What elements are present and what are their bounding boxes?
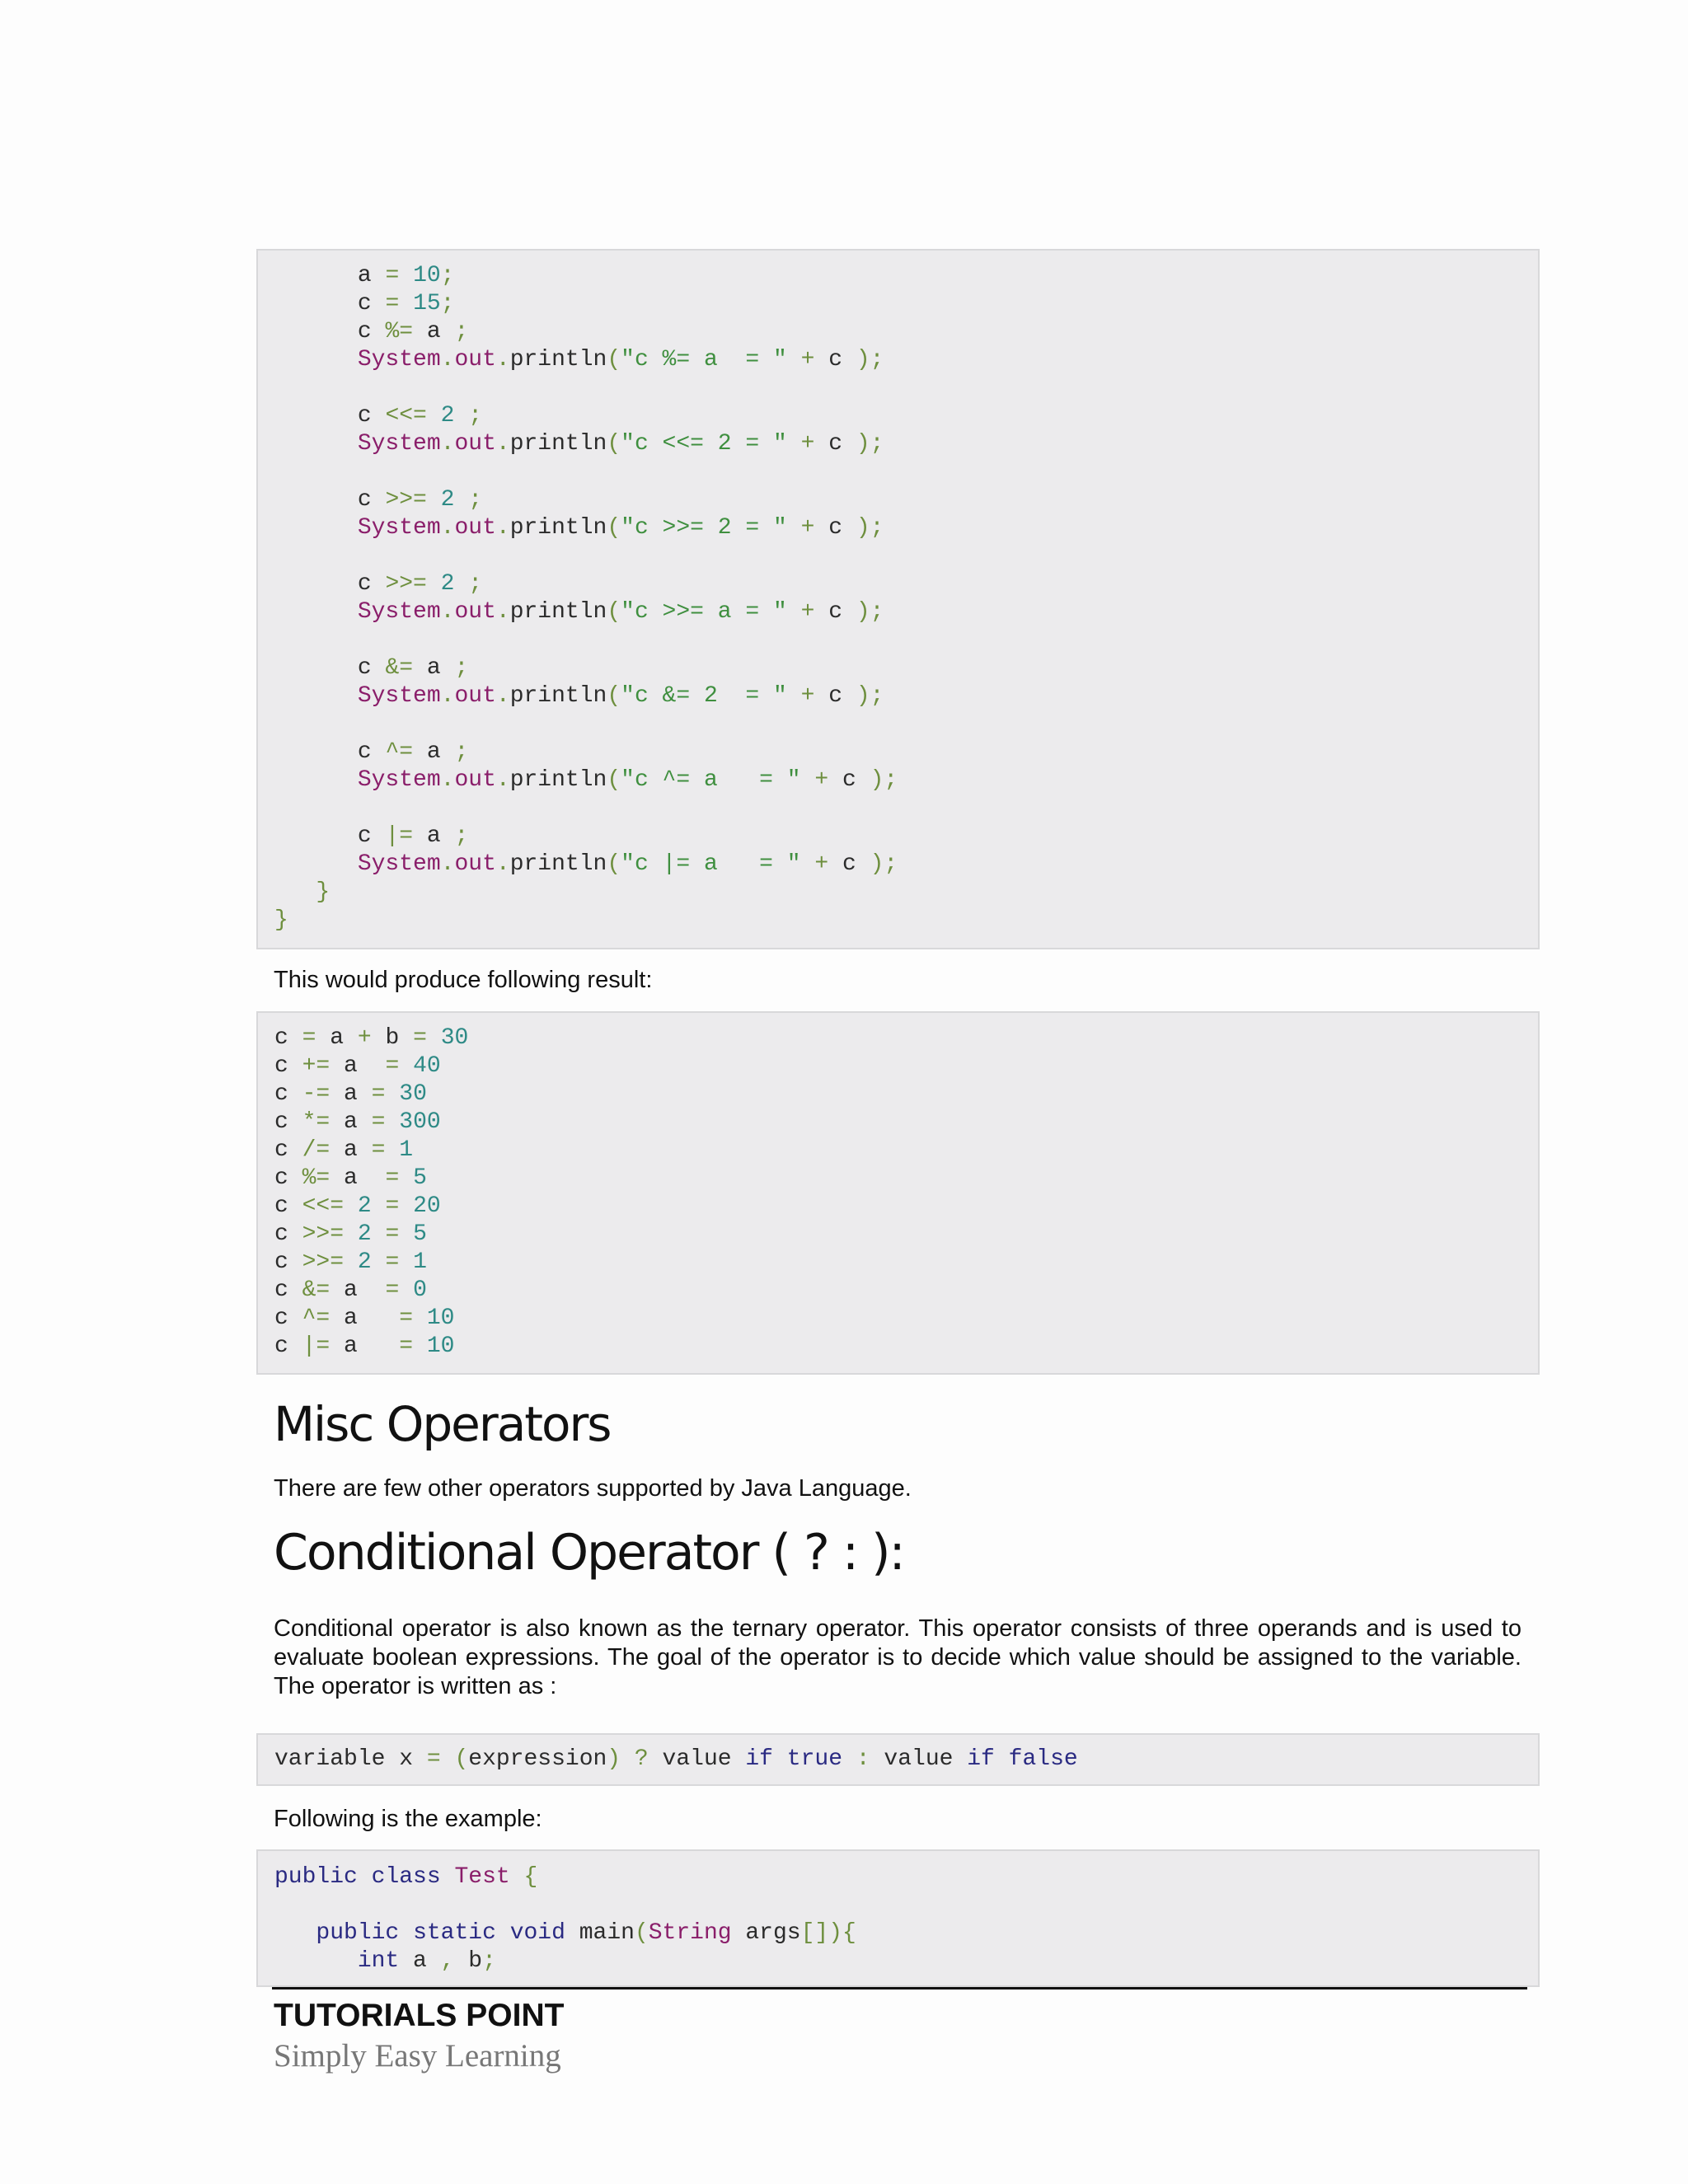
code-line [274, 346, 1538, 374]
code-token: c [357, 655, 372, 681]
code-token: ( [634, 1920, 649, 1946]
code-token: + [786, 515, 829, 541]
code-token: >>= [371, 487, 441, 513]
code-line [274, 654, 1538, 682]
code-token: >>= [288, 1249, 358, 1275]
code-token: out [454, 431, 496, 457]
code-token: = [357, 1333, 427, 1359]
code-token: a [426, 739, 441, 765]
code-token: b [385, 1025, 400, 1051]
code-token: ; [440, 655, 469, 681]
code-token: out [454, 767, 496, 793]
code-token: + [786, 683, 829, 709]
code-token: c [828, 431, 843, 457]
code-token: <<= [371, 403, 441, 429]
code-token: variable x [274, 1746, 414, 1772]
code-token: + [800, 851, 842, 877]
code-line [274, 1108, 1538, 1137]
code-token: System [357, 347, 441, 373]
code-token: 10 [426, 1333, 455, 1359]
code-line [274, 262, 1538, 290]
code-token: a [330, 1025, 345, 1051]
code-token [274, 263, 358, 288]
footer-tagline: Simply Easy Learning [274, 2038, 561, 2074]
code-token: a [399, 1948, 441, 1974]
code-token: c [274, 1277, 288, 1303]
code-token: "c |= a = " [621, 851, 801, 877]
code-token [441, 1864, 455, 1890]
code-token: System [357, 599, 441, 625]
code-token [274, 515, 358, 541]
misc-operators-text: There are few other operators supported by Java Language. [274, 1475, 912, 1502]
code-token: a [344, 1305, 358, 1331]
code-token: c [274, 1137, 288, 1163]
code-token: 2 [440, 571, 455, 597]
code-token: expression [468, 1746, 607, 1772]
code-token: c [274, 1249, 288, 1275]
code-token: c [274, 1193, 288, 1219]
code-token: ( [607, 431, 621, 457]
code-token: public [316, 1920, 400, 1946]
code-token: . [495, 347, 510, 373]
code-token [274, 767, 358, 793]
code-token: ( [607, 347, 621, 373]
code-line [274, 402, 1538, 430]
code-token: c [357, 823, 372, 849]
code-line [274, 626, 1538, 654]
code-token: . [440, 347, 455, 373]
code-line [274, 907, 1538, 935]
code-token [274, 1920, 316, 1946]
code-token: = [371, 291, 414, 316]
code-token [274, 739, 358, 765]
code-token [274, 431, 358, 457]
code-token [274, 851, 358, 877]
code-token: = [357, 1305, 427, 1331]
footer-brand: TUTORIALS POINT [274, 1998, 565, 2033]
code-token: 2 [357, 1249, 372, 1275]
code-line [274, 738, 1538, 766]
code-token: = [371, 1193, 414, 1219]
code-token: c [274, 1025, 288, 1051]
code-token: a [426, 319, 441, 344]
code-token: ^= [288, 1305, 345, 1331]
code-line [274, 1305, 1538, 1333]
code-token: = [357, 1137, 400, 1163]
code-token: 30 [440, 1025, 469, 1051]
code-token: ; [482, 1948, 496, 1974]
code-token: false [1008, 1746, 1078, 1772]
code-token: main [565, 1920, 635, 1946]
code-token: 30 [399, 1081, 427, 1107]
code-token: ); [842, 683, 884, 709]
code-token: 5 [413, 1221, 427, 1247]
code-token: . [495, 851, 510, 877]
code-token: + [786, 431, 829, 457]
code-token: out [454, 683, 496, 709]
code-token: *= [288, 1109, 345, 1135]
example-code-block [256, 1849, 1540, 1987]
code-token [274, 571, 358, 597]
code-token: c [274, 1221, 288, 1247]
code-token: "c <<= 2 = " [621, 431, 787, 457]
code-token: = [288, 1025, 331, 1051]
code-line [274, 486, 1538, 514]
code-token: System [357, 431, 441, 457]
code-token: a [344, 1053, 358, 1079]
code-token: 2 [440, 487, 455, 513]
code-token: -= [288, 1081, 345, 1107]
code-line [274, 1080, 1538, 1108]
code-token: = [371, 1249, 414, 1275]
code-token: c [274, 1109, 288, 1135]
code-token: . [495, 683, 510, 709]
code-token: void [509, 1920, 565, 1946]
code-token: 15 [413, 291, 441, 316]
code-line [274, 318, 1538, 346]
code-token: c [828, 599, 843, 625]
code-token: c [828, 515, 843, 541]
code-block-1 [256, 249, 1540, 949]
code-token: 2 [357, 1193, 372, 1219]
code-token [274, 655, 358, 681]
code-token: c [274, 1053, 288, 1079]
code-token: |= [288, 1333, 345, 1359]
code-token: { [509, 1864, 538, 1890]
code-token: c [828, 347, 843, 373]
code-token: c [357, 291, 372, 316]
code-token: a [344, 1137, 358, 1163]
code-token: a [357, 263, 372, 288]
code-token: "c >>= a = " [621, 599, 787, 625]
code-token: 2 [440, 403, 455, 429]
code-token: ; [440, 291, 455, 316]
code-token: println [509, 683, 607, 709]
code-token: c [357, 403, 372, 429]
code-token: System [357, 515, 441, 541]
code-line [274, 766, 1538, 794]
code-token: a [426, 655, 441, 681]
code-token: + [800, 767, 842, 793]
code-token: = [357, 1109, 400, 1135]
code-token: c [828, 683, 843, 709]
code-token [274, 403, 358, 429]
code-line [274, 1863, 1538, 1891]
code-token: println [509, 515, 607, 541]
code-line [274, 1277, 1538, 1305]
code-line [274, 1165, 1538, 1193]
code-token [274, 487, 358, 513]
code-token: |= [371, 823, 427, 849]
code-line [274, 430, 1538, 458]
code-token [274, 291, 358, 316]
code-token: = [357, 1277, 414, 1303]
code-token: . [440, 599, 455, 625]
code-token: System [357, 767, 441, 793]
code-line [274, 1052, 1538, 1080]
code-token: 2 [357, 1221, 372, 1247]
misc-operators-heading: Misc Operators [274, 1396, 611, 1452]
code-token: = [399, 1025, 441, 1051]
output-block [256, 1011, 1540, 1375]
code-token: . [495, 767, 510, 793]
code-line [274, 514, 1538, 542]
code-token: = [357, 1053, 414, 1079]
code-token: a [344, 1081, 358, 1107]
code-token: + [786, 599, 829, 625]
code-token: "c ^= a = " [621, 767, 801, 793]
code-token: &= [288, 1277, 345, 1303]
code-token: println [509, 767, 607, 793]
code-token: /= [288, 1137, 345, 1163]
code-token: %= [288, 1165, 345, 1191]
code-line [274, 1137, 1538, 1165]
code-line [274, 1221, 1538, 1249]
code-token: out [454, 347, 496, 373]
code-line [274, 458, 1538, 486]
code-token: ); [856, 767, 898, 793]
code-token: a [426, 823, 441, 849]
code-token: c [357, 739, 372, 765]
code-token: ); [842, 515, 884, 541]
code-token: if [745, 1746, 773, 1772]
code-token: "c %= a = " [621, 347, 787, 373]
code-token: value [662, 1746, 746, 1772]
code-token: . [440, 851, 455, 877]
code-token: 1 [399, 1137, 414, 1163]
code-token [496, 1920, 510, 1946]
code-token: : [842, 1746, 884, 1772]
code-token: c [357, 571, 372, 597]
code-line [274, 879, 1538, 907]
code-token: String [648, 1920, 732, 1946]
code-token: += [288, 1053, 345, 1079]
code-line [274, 1249, 1538, 1277]
code-token [274, 823, 358, 849]
code-token: 1 [413, 1249, 427, 1275]
code-token: , [440, 1948, 455, 1974]
code-line [274, 374, 1538, 402]
code-token: . [495, 599, 510, 625]
code-line [274, 1193, 1538, 1221]
code-token [274, 1948, 358, 1974]
code-line [274, 1746, 1538, 1774]
code-token: System [357, 683, 441, 709]
code-line [274, 1024, 1538, 1052]
code-token: ; [454, 571, 483, 597]
code-token: &= [371, 655, 427, 681]
code-token: + [786, 347, 829, 373]
code-token [399, 1920, 413, 1946]
code-token [274, 683, 358, 709]
code-token: ; [454, 487, 483, 513]
code-token: out [454, 851, 496, 877]
code-token: value [884, 1746, 968, 1772]
code-token: c [357, 487, 372, 513]
code-token: ; [440, 319, 469, 344]
code-line [274, 1333, 1538, 1361]
code-token: out [454, 599, 496, 625]
code-token: 0 [413, 1277, 427, 1303]
code-token: println [509, 851, 607, 877]
code-token: ( [607, 515, 621, 541]
code-token: . [440, 767, 455, 793]
code-token: ^= [371, 739, 427, 765]
code-token: . [495, 431, 510, 457]
code-line [274, 1919, 1538, 1947]
code-token: c [274, 1165, 288, 1191]
code-token: = [357, 1081, 400, 1107]
code-token: println [509, 599, 607, 625]
code-line [274, 570, 1538, 598]
code-line [274, 542, 1538, 570]
code-token: ); [856, 851, 898, 877]
code-token: + [344, 1025, 386, 1051]
code-token: a [344, 1165, 358, 1191]
code-token: println [509, 431, 607, 457]
code-token: >>= [288, 1221, 358, 1247]
code-token: ; [440, 739, 469, 765]
code-token: = [357, 1165, 414, 1191]
code-token: 5 [413, 1165, 427, 1191]
code-token: public [274, 1864, 358, 1890]
code-token [995, 1746, 1009, 1772]
code-token: c [274, 1081, 288, 1107]
code-token: 40 [413, 1053, 441, 1079]
code-token: = [371, 1221, 414, 1247]
code-token: ; [440, 263, 455, 288]
code-token: ; [454, 403, 483, 429]
example-intro-text: Following is the example: [274, 1806, 542, 1832]
conditional-operator-heading: Conditional Operator ( ? : ): [274, 1524, 904, 1582]
code-token: . [440, 683, 455, 709]
code-token: 300 [399, 1109, 441, 1135]
code-line [274, 1891, 1538, 1919]
code-token: "c &= 2 = " [621, 683, 787, 709]
code-token: true [786, 1746, 842, 1772]
code-token: c [842, 767, 856, 793]
code-token: <<= [288, 1193, 358, 1219]
code-token: ( [607, 683, 621, 709]
code-token: ( [607, 851, 621, 877]
code-line [274, 1947, 1538, 1975]
code-token: ( [607, 599, 621, 625]
code-token: ; [440, 823, 469, 849]
conditional-operator-text: Conditional operator is also known as the ternary operator. This operator consists of three operands and is used to evaluate boolean expressions. The goal of the operator is to decide which value should be assigned to the variable. The operator is written as : [274, 1615, 1522, 1699]
code-token: } [274, 907, 288, 933]
code-token: } [316, 879, 331, 905]
code-token: int [357, 1948, 400, 1974]
code-token: . [495, 515, 510, 541]
code-token [358, 1864, 372, 1890]
code-token: . [440, 431, 455, 457]
code-token: args [731, 1920, 801, 1946]
code-token: b [454, 1948, 483, 1974]
code-line [274, 682, 1538, 710]
code-token: ( [607, 767, 621, 793]
code-token: . [440, 515, 455, 541]
code-token: println [509, 347, 607, 373]
footer-rule [272, 1987, 1527, 1990]
code-token: >>= [371, 571, 441, 597]
code-token: []){ [800, 1920, 856, 1946]
code-token [274, 879, 316, 905]
result-intro-text: This would produce following result: [274, 967, 653, 993]
code-token: Test [454, 1864, 510, 1890]
code-token: class [371, 1864, 441, 1890]
code-token: 10 [426, 1305, 455, 1331]
code-token: ); [842, 431, 884, 457]
code-token: c [274, 1333, 288, 1359]
code-token [773, 1746, 787, 1772]
code-token: a [344, 1109, 358, 1135]
code-line [274, 823, 1538, 851]
code-token: 10 [413, 263, 441, 288]
code-token: = [413, 1746, 455, 1772]
code-token: c [842, 851, 856, 877]
code-token: if [967, 1746, 995, 1772]
code-token: a [344, 1277, 358, 1303]
code-token: ? [621, 1746, 663, 1772]
code-token [274, 347, 358, 373]
code-token: ) [607, 1746, 621, 1772]
code-token [274, 599, 358, 625]
code-line [274, 598, 1538, 626]
code-token: "c >>= 2 = " [621, 515, 787, 541]
code-token: a [344, 1333, 358, 1359]
syntax-code-block [256, 1733, 1540, 1786]
code-token: ( [454, 1746, 469, 1772]
code-line [274, 710, 1538, 738]
code-token: = [371, 263, 414, 288]
code-line [274, 794, 1538, 823]
code-token: System [357, 851, 441, 877]
code-line [274, 851, 1538, 879]
code-line [274, 290, 1538, 318]
code-token: static [413, 1920, 496, 1946]
code-token: 20 [413, 1193, 441, 1219]
code-token: ); [842, 347, 884, 373]
code-token [274, 319, 358, 344]
code-token: c [274, 1305, 288, 1331]
code-token: c [357, 319, 372, 344]
code-token: ); [842, 599, 884, 625]
code-token: %= [371, 319, 427, 344]
code-token: out [454, 515, 496, 541]
